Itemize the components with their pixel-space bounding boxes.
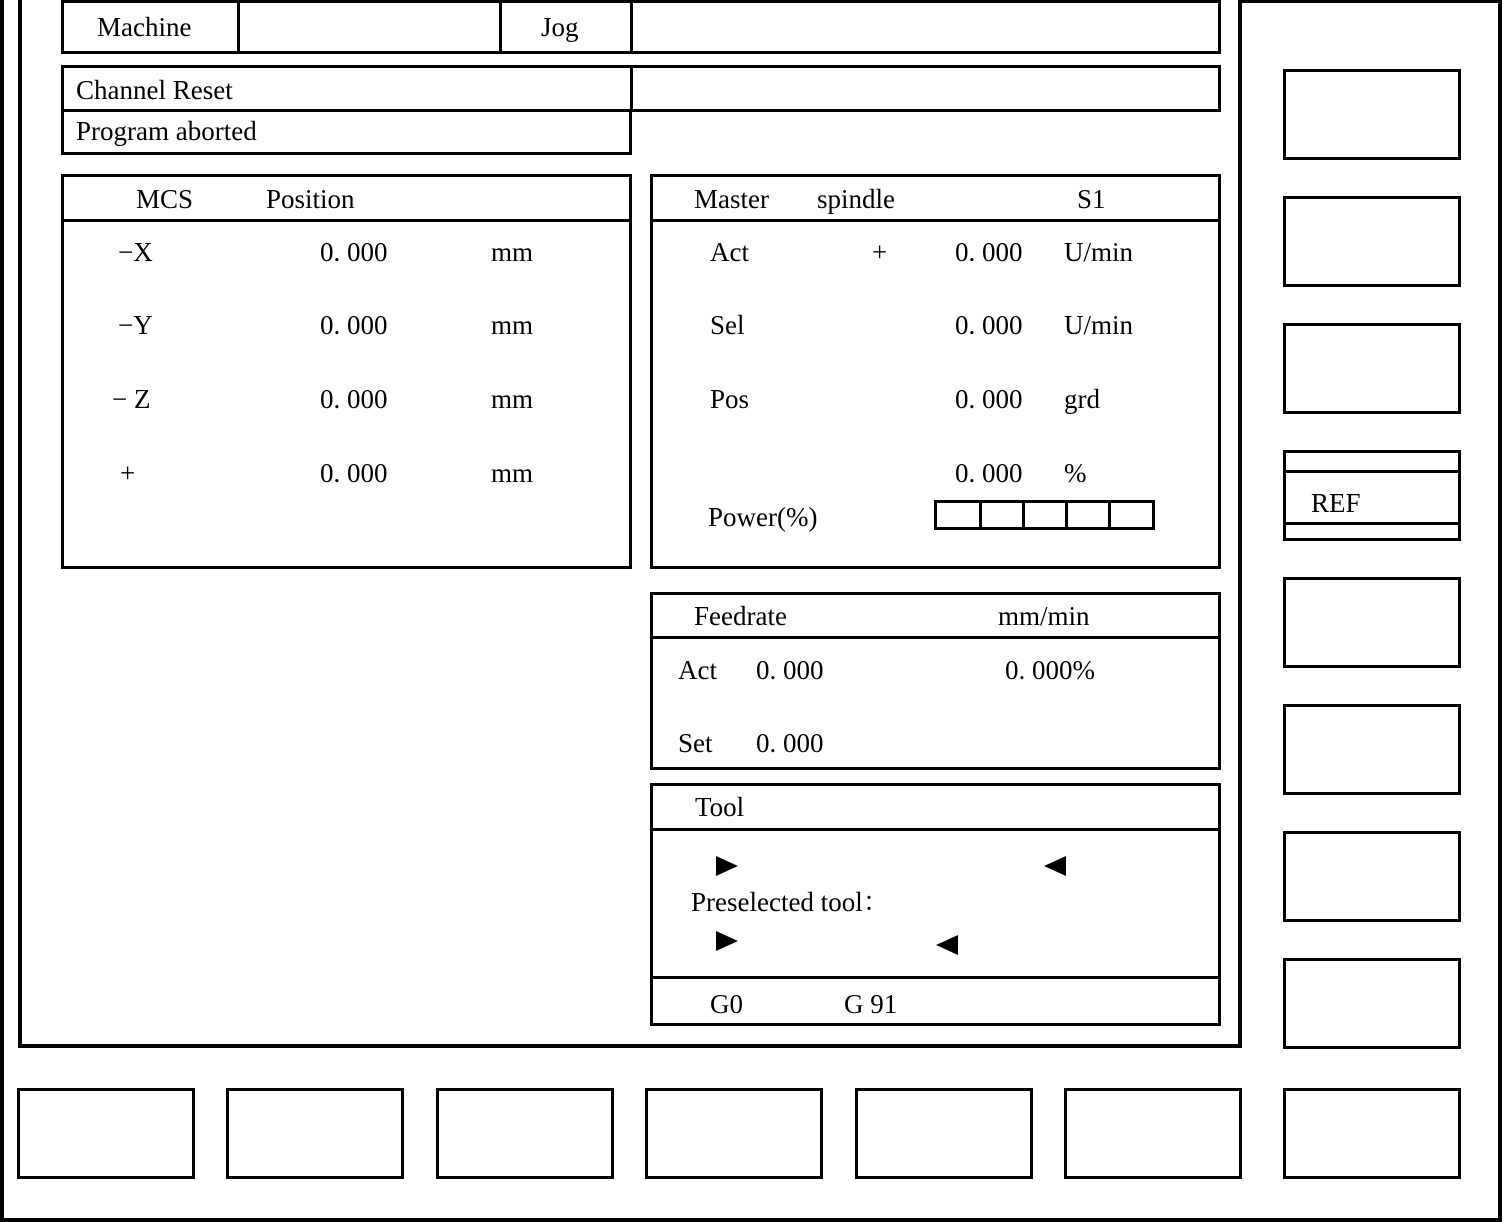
horizontal-softkey-5[interactable] <box>855 1088 1033 1179</box>
vertical-softkey-8[interactable] <box>1283 958 1461 1049</box>
spindle-row-unit: % <box>1064 458 1087 488</box>
program-state: Program aborted <box>76 116 257 146</box>
vertical-softkey-1[interactable] <box>1283 69 1461 160</box>
spindle-row-label: Pos <box>710 384 750 414</box>
header-divider <box>237 3 240 51</box>
vertical-softkey-2[interactable] <box>1283 196 1461 287</box>
panel-header-divider <box>653 636 1218 639</box>
vertical-softkey-6[interactable] <box>1283 704 1461 795</box>
axis-unit: mm <box>491 237 534 267</box>
axis-label: + <box>120 458 136 488</box>
axis-value: 0. 000 <box>320 458 388 488</box>
vertical-softkey-3[interactable] <box>1283 323 1461 414</box>
triangle-right-icon <box>716 856 738 876</box>
spindle-row-value: 0. 000 <box>955 384 1023 414</box>
triangle-left-icon <box>1044 856 1066 876</box>
power-label: Power(%) <box>708 502 818 532</box>
spindle-row-value: 0. 000 <box>955 237 1023 267</box>
feedrate-override: 0. 000% <box>1005 655 1095 685</box>
position-title: Position <box>266 184 355 214</box>
softkey-line <box>1286 470 1458 473</box>
axis-label: −X <box>118 237 153 267</box>
feedrate-set-label: Set <box>678 728 713 758</box>
axis-unit: mm <box>491 458 534 488</box>
spindle-row-value: 0. 000 <box>955 310 1023 340</box>
horizontal-softkey-6[interactable] <box>1064 1088 1242 1179</box>
mcs-position-panel <box>61 174 632 569</box>
master-spindle-panel <box>650 174 1221 569</box>
spindle-row-label: Act <box>710 237 749 267</box>
power-bar-segment-divider <box>1022 503 1025 527</box>
horizontal-softkey-3[interactable] <box>436 1088 614 1179</box>
header-divider <box>630 3 633 51</box>
header-bar <box>61 0 1221 54</box>
horizontal-softkey-1[interactable] <box>17 1088 195 1179</box>
gcode-dimension: G 91 <box>844 989 898 1019</box>
spindle-row-unit: U/min <box>1064 237 1134 267</box>
feedrate-set-value: 0. 000 <box>756 728 824 758</box>
preselected-tool-label: Preselected tool： <box>691 887 890 917</box>
tool-title: Tool <box>695 792 745 822</box>
horizontal-softkey-4[interactable] <box>645 1088 823 1179</box>
operating-mode-label: Jog <box>541 12 579 42</box>
spindle-row-label: Sel <box>710 310 745 340</box>
power-bar-segment-divider <box>1108 503 1111 527</box>
mcs-title: MCS <box>136 184 194 214</box>
tool-gcode-divider <box>653 976 1218 979</box>
vertical-softkey-5[interactable] <box>1283 577 1461 668</box>
axis-unit: mm <box>491 310 534 340</box>
power-bar-segment-divider <box>1065 503 1068 527</box>
spindle-row-unit: grd <box>1064 384 1100 414</box>
operating-area-label: Machine <box>97 12 192 42</box>
horizontal-softkey-2[interactable] <box>226 1088 404 1179</box>
spindle-direction-sign: + <box>872 237 888 267</box>
panel-header-divider <box>64 219 629 222</box>
ref-softkey[interactable] <box>1283 450 1461 541</box>
channel-state: Channel Reset <box>76 75 233 105</box>
tool-panel <box>650 783 1221 1026</box>
axis-label: −Y <box>118 310 153 340</box>
feedrate-act-label: Act <box>678 655 717 685</box>
axis-value: 0. 000 <box>320 310 388 340</box>
triangle-right-icon <box>716 931 738 951</box>
gcode-motion: G0 <box>710 989 743 1019</box>
spindle-id: S1 <box>1077 184 1106 214</box>
spindle-title-master: Master <box>694 184 769 214</box>
program-status-row <box>61 109 632 155</box>
spindle-title-spindle: spindle <box>817 184 895 214</box>
triangle-left-icon <box>936 935 958 955</box>
vertical-softkey-7[interactable] <box>1283 831 1461 922</box>
panel-header-divider <box>653 828 1218 831</box>
channel-status-row <box>61 65 1221 112</box>
header-divider <box>499 3 502 51</box>
spindle-row-value: 0. 000 <box>955 458 1023 488</box>
softkey-line <box>1286 522 1458 525</box>
axis-label: − Z <box>112 384 151 414</box>
spindle-row-unit: U/min <box>1064 310 1134 340</box>
power-bar-segment-divider <box>979 503 982 527</box>
feedrate-unit: mm/min <box>998 601 1090 631</box>
feedrate-panel <box>650 592 1221 770</box>
panel-header-divider <box>653 219 1218 222</box>
ref-softkey-label: REF <box>1311 488 1361 518</box>
feedrate-act-value: 0. 000 <box>756 655 824 685</box>
status-divider <box>630 68 633 109</box>
outer-panel-top-edge <box>1240 0 1502 3</box>
feedrate-title: Feedrate <box>694 601 787 631</box>
axis-unit: mm <box>491 384 534 414</box>
axis-value: 0. 000 <box>320 384 388 414</box>
axis-value: 0. 000 <box>320 237 388 267</box>
power-bar <box>934 500 1155 530</box>
horizontal-softkey-7[interactable] <box>1283 1088 1461 1179</box>
